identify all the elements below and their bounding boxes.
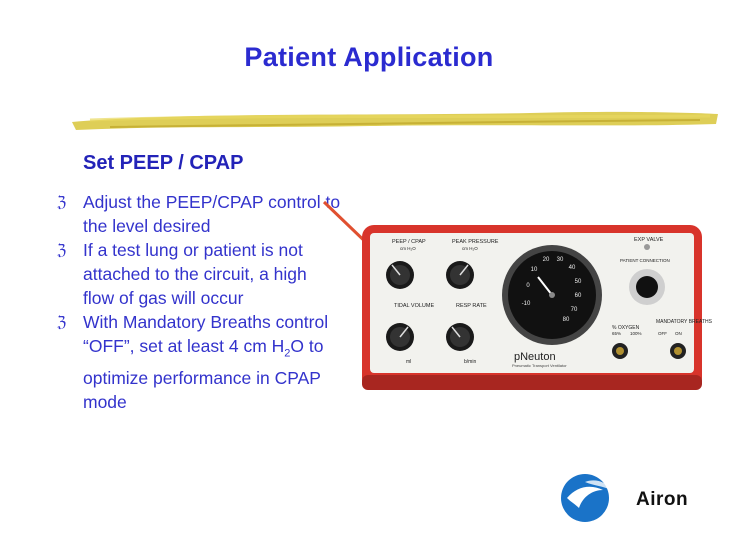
bullet-text-before: With Mandatory Breaths control “OFF”, set at least 4 cm H bbox=[83, 312, 329, 356]
peep-unit-label: cm H₂O bbox=[400, 246, 416, 251]
gauge-tick: 10 bbox=[530, 267, 538, 273]
bullet-text: If a test lung or patient is not attached to the circuit, a high flow of gas will occur bbox=[83, 240, 307, 308]
z-bullet-icon: ℨ bbox=[57, 313, 67, 331]
list-item bbox=[57, 310, 342, 414]
bullet-list bbox=[57, 190, 342, 414]
gauge-tick: 50 bbox=[574, 279, 582, 285]
oxygen-100-label: 100% bbox=[630, 331, 642, 336]
list-item bbox=[57, 190, 342, 238]
bullet-text: Adjust the PEEP/CPAP control to the level desired bbox=[83, 192, 341, 236]
brush-stroke-divider bbox=[70, 100, 720, 134]
mandatory-breaths-label: MANDATORY BREATHS bbox=[656, 319, 712, 325]
ml-label: ml bbox=[406, 359, 412, 365]
on-label: ON bbox=[675, 331, 682, 336]
airon-logo-text: Airon bbox=[636, 489, 689, 510]
bullet-text-after: O to optimize performance in CPAP mode bbox=[83, 336, 324, 412]
bullet-subscript: 2 bbox=[284, 347, 291, 360]
gauge-tick: 60 bbox=[574, 293, 582, 299]
resp-rate-label: RESP RATE bbox=[456, 303, 487, 309]
peep-label: PEEP / CPAP bbox=[392, 239, 426, 245]
brand-tagline: Pneumatic Transport Ventilator bbox=[512, 363, 567, 368]
subheading: Set PEEP / CPAP bbox=[83, 152, 244, 174]
tidal-volume-label: TIDAL VOLUME bbox=[394, 303, 435, 309]
bmin-label: b/min bbox=[464, 359, 477, 365]
oxygen-65-label: 65% bbox=[612, 331, 622, 336]
gauge-tick: 70 bbox=[570, 307, 578, 313]
exp-valve-label: EXP VALVE bbox=[634, 237, 664, 243]
gauge-tick: 40 bbox=[568, 265, 576, 271]
gauge-tick: 20 bbox=[542, 257, 550, 263]
slide-title: Patient Application bbox=[244, 42, 494, 72]
gauge-tick: 0 bbox=[526, 283, 530, 289]
brand-label: pNeuton bbox=[514, 351, 556, 363]
peak-pressure-label: PEAK PRESSURE bbox=[452, 239, 499, 245]
gauge-tick: -10 bbox=[521, 301, 531, 307]
exp-valve-port bbox=[644, 244, 650, 250]
z-bullet-icon: ℨ bbox=[57, 241, 67, 259]
oxygen-label: % OXYGEN bbox=[612, 325, 640, 331]
peak-unit-label: cm H₂O bbox=[462, 246, 478, 251]
list-item bbox=[57, 238, 342, 310]
patient-connection-label: PATIENT CONNECTION bbox=[620, 258, 670, 263]
z-bullet-icon: ℨ bbox=[57, 193, 67, 211]
off-label: OFF bbox=[658, 331, 667, 336]
gauge-tick: 30 bbox=[556, 257, 564, 263]
ventilator-device-image bbox=[362, 225, 712, 390]
gauge-tick: 80 bbox=[562, 317, 570, 323]
